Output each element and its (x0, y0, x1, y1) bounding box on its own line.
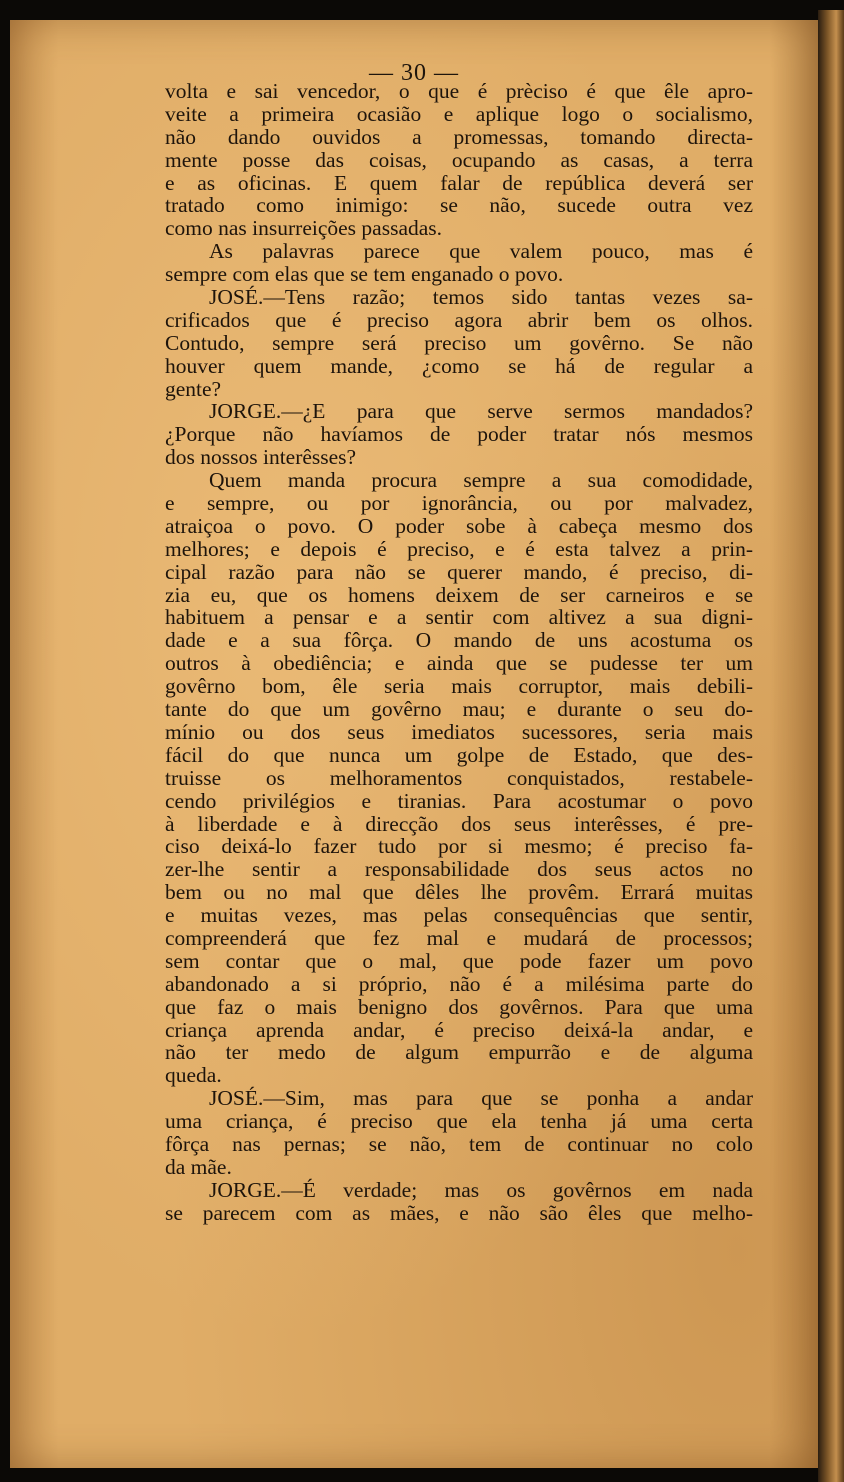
text-line: dos nossos interêsses? (165, 445, 357, 470)
text-line: outros à obediência; e ainda que se pudesse ter um (165, 651, 753, 676)
text-line: As palavras parece que valem pouco, mas é (209, 239, 753, 264)
text-line: à liberdade e à direcção dos seus interêsses, é pre- (165, 811, 753, 836)
text-line: JOSÉ.—Tens razão; temos sido tantas vezes sa- (209, 285, 753, 310)
text-line: da mãe. (165, 1154, 232, 1179)
text-line: compreenderá que fez mal e mudará de processos; (165, 925, 753, 950)
text-line: se parecem com as mães, e não são êles que melho- (165, 1200, 753, 1225)
text-line: zer-lhe sentir a responsabilidade dos seus actos no (165, 857, 753, 882)
text-line: ciso deixá-lo fazer tudo por si mesmo; é preciso fa- (165, 834, 753, 859)
text-line: Quem manda procura sempre a sua comodidade, (209, 468, 753, 493)
text-line: JOSÉ.—Sim, mas para que se ponha a andar (209, 1086, 753, 1111)
text-line: fôrça nas pernas; se não, tem de continuar no colo (165, 1131, 753, 1156)
text-line: sempre com elas que se tem enganado o povo. (165, 262, 564, 287)
text-line: mínio ou dos seus imediatos sucessores, seria mais (165, 719, 753, 744)
text-line: dade e a sua fôrça. O mando de uns acostuma os (165, 628, 753, 653)
text-line: sem contar que o mal, que pode fazer um povo (165, 948, 753, 973)
text-line: gente? (165, 376, 222, 401)
text-line: como nas insurreições passadas. (165, 216, 443, 241)
page-number: — 30 — (369, 60, 459, 86)
text-line: ¿Porque não havíamos de poder tratar nós mesmos (165, 422, 753, 447)
text-line: JORGE.—¿E para que serve sermos mandados? (209, 399, 753, 424)
text-line: atraiçoa o povo. O poder sobe à cabeça mesmo dos (165, 513, 753, 538)
scan-background (0, 0, 844, 20)
book-spine (818, 10, 844, 1482)
text-line: bem ou no mal que dêles lhe provêm. Errará muitas (165, 880, 753, 905)
text-line: fácil do que nunca um golpe de Estado, que des- (165, 742, 753, 767)
text-line: truisse os melhoramentos conquistados, restabele- (165, 765, 753, 790)
text-line: e as oficinas. E quem falar de república deverá ser (165, 170, 753, 195)
text-line: uma criança, é preciso que ela tenha já uma certa (165, 1109, 753, 1134)
text-line: abandonado a si próprio, não é a milésima parte do (165, 971, 753, 996)
text-line: e muitas vezes, mas pelas consequências que sentir, (165, 903, 753, 928)
text-line: cendo privilégios e tiranias. Para acostumar o povo (165, 788, 753, 813)
text-line: queda. (165, 1063, 222, 1088)
text-line: crificados que é preciso agora abrir bem os olhos. (165, 307, 753, 332)
text-line: criança aprenda andar, é preciso deixá-la andar, e (165, 1017, 753, 1042)
text-line: zia eu, que os homens deixem de ser carneiros e se (165, 582, 753, 607)
body-text (165, 80, 753, 1225)
text-line: cipal razão para não se querer mando, é preciso, di- (165, 559, 753, 584)
text-line: mente posse das coisas, ocupando as casas, a terra (165, 147, 753, 172)
text-line: e sempre, ou por ignorância, ou por malvadez, (165, 491, 753, 516)
text-line: não ter medo de algum empurrão e de alguma (165, 1040, 753, 1065)
text-line: Contudo, sempre será preciso um govêrno. Se não (165, 330, 753, 355)
text-line: que faz o mais benigno dos govêrnos. Para que uma (165, 994, 753, 1019)
text-line: tante do que um govêrno mau; e durante o seu do- (165, 697, 753, 722)
text-line: melhores; e depois é preciso, e é esta talvez a prin- (165, 536, 753, 561)
text-line: habituem a pensar e a sentir com altivez a sua digni- (165, 605, 753, 630)
text-line: JORGE.—É verdade; mas os govêrnos em nada (209, 1177, 753, 1202)
text-line: tratado como inimigo: se não, sucede outra vez (165, 193, 753, 218)
text-line: veite a primeira ocasião e aplique logo o socialismo, (165, 101, 753, 126)
text-line: govêrno bom, êle seria mais corruptor, mais debili- (165, 674, 753, 699)
text-line: volta e sai vencedor, o que é prèciso é que êle apro- (165, 79, 753, 103)
text-line: não dando ouvidos a promessas, tomando directa- (165, 124, 753, 149)
text-line: houver quem mande, ¿como se há de regular a (165, 353, 753, 378)
